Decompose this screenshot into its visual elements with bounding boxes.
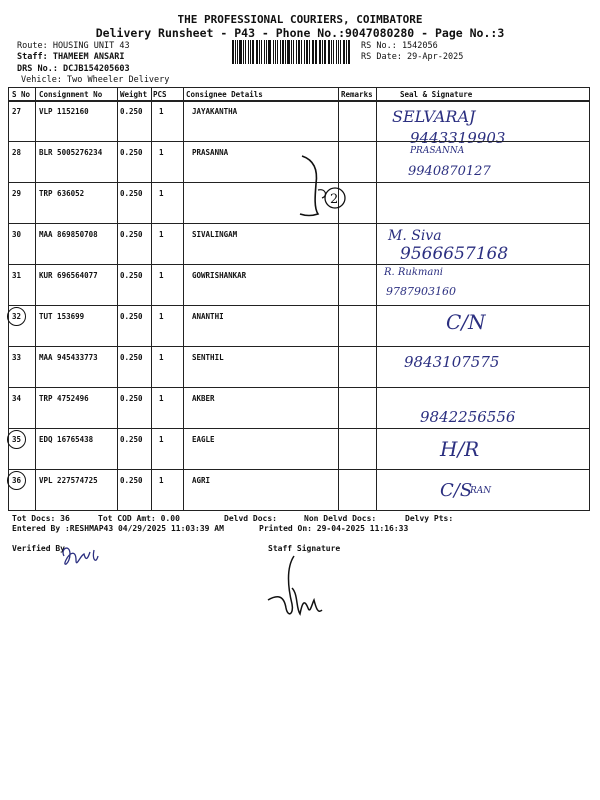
row-pcs: 1 [159,476,164,485]
barcode-bar [287,40,290,64]
signature-phone: 9842256556 [420,408,516,426]
runsheet-subtitle: Delivery Runsheet - P43 - Phone No.:9047080280 - Page No.:3 [95,26,505,40]
row-sno: 28 [12,148,22,157]
row-consignee: GOWRISHANKAR [192,271,247,280]
verifier-signature [56,538,116,578]
barcode-bar [243,40,244,64]
row-consignment: TRP 4752496 [39,394,89,403]
row-pcs: 1 [159,312,164,321]
barcode-bar [316,40,317,64]
route-label: Route: HOUSING UNIT 43 [17,41,130,51]
barcode-bar [256,40,259,64]
tot-cod: Tot COD Amt: 0.00 [98,514,180,523]
signature-phone: RAN [470,486,492,496]
table-row [8,264,590,306]
table-row [8,305,590,347]
barcode-bar [280,40,281,64]
row-weight: 0.250 [120,353,143,362]
row-consignee: AGRI [192,476,211,485]
barcode-bar [348,40,350,64]
barcode-bar [264,40,266,64]
barcode-bar [312,40,314,64]
barcode-bar [322,40,323,64]
row-consignee: SENTHIL [192,353,224,362]
row-weight: 0.250 [120,394,143,403]
row-sno: 30 [12,230,22,239]
barcode-bar [331,40,332,64]
signature-name: H/R [440,437,480,461]
barcode-bar [273,40,274,64]
barcode-bar [338,40,339,64]
barcode-bar [282,40,284,64]
col-sno: S No [12,90,31,99]
rs-no-label: RS No.: 1542056 [361,41,438,51]
vehicle-label: Vehicle: Two Wheeler Delivery [21,75,170,85]
barcode-bar [266,40,267,64]
staff-signature-label: Staff Signature [268,544,341,553]
signature-phone: 9843107575 [404,353,500,371]
bracket-number: 2 [330,192,339,207]
row-pcs: 1 [159,107,164,116]
barcode-bar [259,40,260,64]
barcode-bar [248,40,249,64]
barcode-bar [277,40,278,64]
barcode-bar [336,40,338,64]
barcode-bar [232,40,234,64]
col-weight: Weight [120,90,148,99]
delvy-pts: Delvy Pts: [405,514,454,523]
row-consignment: EDQ 16765438 [39,435,94,444]
row-sno: 36 [12,476,22,485]
barcode-bar [268,40,271,64]
row-pcs: 1 [159,230,164,239]
row-pcs: 1 [159,189,164,198]
barcode-bar [235,40,236,64]
barcode-bar [319,40,321,64]
row-weight: 0.250 [120,148,143,157]
col-remarks: Remarks [341,90,373,99]
row-sno: 35 [12,435,22,444]
row-pcs: 1 [159,394,164,403]
signature-phone: 9787903160 [386,285,456,298]
barcode-bar [275,40,277,64]
row-consignee: SIVALINGAM [192,230,238,239]
row-pcs: 1 [159,353,164,362]
barcode-bar [315,40,316,64]
col-pcs: PCS [153,90,167,99]
signature-name: R. Rukmani [384,267,443,278]
barcode-bar [252,40,254,64]
col-seal-signature: Seal & Signature [400,90,473,99]
row-consignment: MAA 869850708 [39,230,98,239]
row-consignment: KUR 696564077 [39,271,98,280]
row-pcs: 1 [159,148,164,157]
barcode-bar [309,40,310,64]
non-delvd-docs: Non Delvd Docs: [304,514,377,523]
row-weight: 0.250 [120,271,143,280]
signature-name: C/S [440,480,473,501]
printed-on: Printed On: 29-04-2025 11:16:33 [259,524,409,533]
barcode-bar [324,40,327,64]
row-consignee: AKBER [192,394,215,403]
barcode-bar [245,40,247,64]
row-weight: 0.250 [120,230,143,239]
row-consignment: VPL 227574725 [39,476,98,485]
circled-number-mark [7,307,26,326]
staff-label: Staff: THAMEEM ANSARI [17,52,125,62]
circled-number-mark [7,471,26,490]
row-consignee: PRASANNA [192,148,229,157]
row-consignee: EAGLE [192,435,215,444]
table-row [8,469,590,511]
row-consignee: JAYAKANTHA [192,107,238,116]
barcode-bar [285,40,286,64]
row-pcs: 1 [159,271,164,280]
barcode-bar [237,40,238,64]
staff-signature [258,548,338,628]
barcode-bar [239,40,242,64]
signature-phone: 9566657168 [400,244,509,264]
row-sno: 27 [12,107,22,116]
table-row [8,428,590,470]
barcode-bar [304,40,305,64]
row-sno: 34 [12,394,22,403]
row-weight: 0.250 [120,435,143,444]
col-consignee: Consignee Details [186,90,263,99]
row-sno: 33 [12,353,22,362]
barcode-bar [343,40,346,64]
rs-date-label: RS Date: 29-Apr-2025 [361,52,464,62]
barcode-bar [346,40,347,64]
barcode-bar [291,40,292,64]
circled-number-mark [7,430,26,449]
barcode-bar [296,40,298,64]
signature-name: M. Siva [388,228,442,244]
row-sno: 32 [12,312,22,321]
row-consignee: ANANTHI [192,312,224,321]
table-row [8,387,590,429]
barcode-bar [333,40,334,64]
row-sno: 31 [12,271,22,280]
barcode-bar [261,40,262,64]
table-row [8,100,590,147]
row-weight: 0.250 [120,107,143,116]
entered-by: Entered By :RESHMAP43 04/29/2025 11:03:39 AM [12,524,224,533]
row-consignment: BLR 5005276234 [39,148,103,157]
barcode-bar [250,40,251,64]
signature-phone: 9443319903 [410,129,506,147]
barcode-bar [328,40,330,64]
delvd-docs: Delvd Docs: [224,514,277,523]
barcode-bar [340,40,341,64]
col-consignment: Consignment No [39,90,103,99]
row-weight: 0.250 [120,476,143,485]
barcode-bar [306,40,309,64]
signature-name: C/N [446,310,486,334]
table-bottom-border [8,510,590,511]
signature-phone: 9940870127 [408,164,491,179]
row-sno: 29 [12,189,22,198]
row-pcs: 1 [159,435,164,444]
row-weight: 0.250 [120,312,143,321]
row-weight: 0.250 [120,189,143,198]
barcode-bar [301,40,302,64]
row-consignment: TRP 636052 [39,189,85,198]
barcode-bar [293,40,294,64]
verified-by-label: Verified By [12,544,65,553]
signature-name: PRASANNA [410,146,465,156]
row-consignment: TUT 153699 [39,312,85,321]
tot-docs: Tot Docs: 36 [12,514,70,523]
drs-label: DRS No.: DCJB154205603 [17,64,130,74]
table-row [8,346,590,388]
barcode-bar [298,40,300,64]
drs-barcode [232,40,352,64]
row-consignment: MAA 945433773 [39,353,98,362]
company-title: THE PROFESSIONAL COURIERS, COIMBATORE [177,13,423,26]
bracket-mark-icon [288,150,358,230]
row-consignment: VLP 1152160 [39,107,89,116]
signature-name: SELVARAJ [392,107,476,126]
